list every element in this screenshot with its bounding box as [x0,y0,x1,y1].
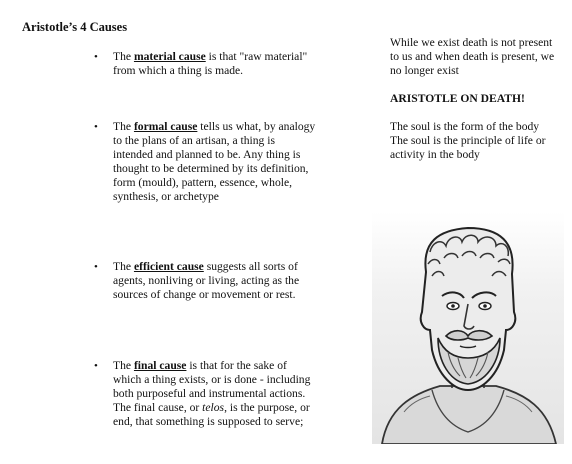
cause-text: is that "raw material" from which a thing is made. [113,50,308,77]
bullet: • [94,121,98,133]
cause-formal [92,120,316,204]
death-heading: ARISTOTLE ON DEATH! [390,92,525,105]
cause-material [92,50,316,78]
cause-term: efficient cause [133,260,204,273]
bullet: • [94,51,98,63]
cause-text: suggests all sorts of agents, nonliving or living, acting as the sources of change or movement or rest. [113,260,300,301]
aristotle-portrait [372,212,564,444]
soul-line-2: The soul is the principle of life or activity in the body [390,134,546,161]
cause-prefix: The [113,50,134,63]
cause-prefix: The [113,359,134,372]
cause-final [92,359,316,429]
cause-term: formal cause [133,120,198,133]
cause-text: tells us what, by analogy to the plans of an artisan, a thing is intended and planned to be. Any thing is thought to be determined by its definition, form (mould), pattern, essence, whole, synthesis, or archetype [113,120,316,203]
cause-text: is that for the sake of which a thing exists, or is done - including both purposeful and instrumental actions. The final cause, or [113,359,311,414]
page-title: Aristotle’s 4 Causes [22,20,128,34]
cause-prefix: The [113,260,134,273]
cause-prefix: The [113,120,134,133]
cause-term: final cause [133,359,187,372]
cause-term: material cause [133,50,206,63]
soul-line-1: The soul is the form of the body [390,120,540,133]
cause-text-continued: , is the purpose, or end, that something is supposed to serve; [113,401,310,428]
cause-italic-term: telos [202,401,225,414]
death-quote: While we exist death is not present to us and when death is present, we no longer exist [390,36,555,77]
cause-efficient [92,260,316,302]
bullet: • [94,360,98,372]
bullet: • [94,261,98,273]
